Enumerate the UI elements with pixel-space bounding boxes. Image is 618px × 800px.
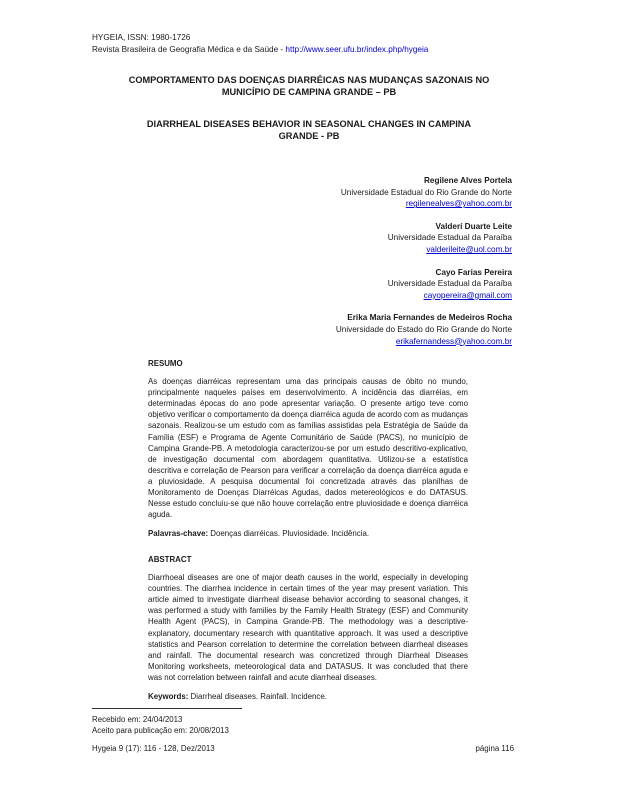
page-footer: [92, 744, 514, 753]
author-name: Valderí Duarte Leite: [435, 221, 512, 231]
footnote: [92, 714, 229, 736]
journal-url-link[interactable]: http://www.seer.ufu.br/index.php/hygeia: [285, 45, 429, 54]
author-name: Regilene Alves Portela: [424, 176, 512, 185]
title-pt-line-1: COMPORTAMENTO DAS DOENÇAS DIARRÉICAS NAS MUDANÇAS SAZONAIS NO: [128, 75, 490, 85]
footnote-divider: [92, 708, 242, 709]
journal-name: Revista Brasileira de Geografia Médica e da Saúde -: [92, 45, 286, 54]
resumo-section: [148, 358, 468, 539]
title-pt-line-2: MUNICÍPIO DE CAMPINA GRANDE – PB: [221, 87, 397, 97]
abstract-heading: ABSTRACT: [148, 555, 192, 564]
author-email-link[interactable]: valderileite@uol.com.br: [426, 244, 512, 254]
title-en-line-1: DIARRHEAL DISEASES BEHAVIOR IN SEASONAL CHANGES IN CAMPINA: [146, 119, 472, 129]
resumo-keywords-text: Doenças diarréicas. Pluviosidade. Incidência.: [208, 529, 370, 539]
abstract-text: Diarrhoeal diseases are one of major death causes in the world, especially in developing countries. The diarrhea incidence in certain times of the year may present variation. This article aimed to investigate diarrheal disease behavior according to seasonal changes, it was performed a study with families by the Family Health Strategy (ESF) and Community Health Agent (PACS), in Campina Grande-PB. The methodology was a descriptive-explanatory, documentary research with quantitative approach. It was used a descriptive statistics and Pearson correlation to determine the correlation between diarrheal diseases and rainfall. The documental research was concretized through Diarrheal Diseases Monitoring worksheets, meteorological data and DATASUS. It was concluded that there was not correlation between rainfall and acute diarrheal diseases.: [148, 573, 468, 682]
author-affiliation: Universidade Estadual do Rio Grande do Norte: [340, 187, 512, 197]
journal-name-line: [92, 44, 428, 56]
received-date: Recebido em: 24/04/2013: [92, 715, 183, 724]
author-list: [336, 175, 512, 358]
resumo-keywords: [148, 528, 468, 539]
journal-issn: HYGEIA, ISSN: 1980-1726: [92, 33, 191, 42]
author-email-link[interactable]: cayopereira@gmail.com: [423, 290, 512, 300]
title-en-line-2: GRANDE - PB: [278, 131, 340, 141]
abstract-keywords-text: Diarrheal diseases. Rainfall. Incidence.: [188, 692, 327, 702]
author-block: [336, 312, 512, 347]
page-number: página 116: [475, 744, 514, 753]
author-name: Erika Maria Fernandes de Medeiros Rocha: [347, 313, 512, 323]
accepted-date: Aceito para publicação em: 20/08/2013: [92, 726, 229, 735]
title-portuguese: [100, 74, 518, 98]
resumo-heading: RESUMO: [148, 359, 183, 368]
author-email-link[interactable]: regilenealves@yahoo.com.br: [405, 199, 512, 209]
title-english: [100, 118, 518, 142]
abstract-keywords-label: Keywords:: [148, 692, 189, 702]
author-block: [336, 175, 512, 210]
footer-citation: Hygeia 9 (17): 116 - 128, Dez/2013: [92, 744, 215, 753]
author-block: [336, 267, 512, 302]
journal-header: [92, 32, 428, 56]
resumo-text: As doenças diarréicas representam uma das principais causas de óbito no mundo, principalmente naqueles países em desenvolvimento. A incidência das diarréias, em determinadas épocas do ano pode apresentar variação. O presente artigo teve como objetivo verificar o comportamento da doença diarréica aguda de acordo com as mudanças sazonais. Realizou-se um estudo com as famílias assistidas pela Estratégia de Saúde da Família (ESF) e Programa de Agente Comunitário de Saúde (PACS), no município de Campina Grande-PB. A metodologia caracterizou-se por um estudo descritivo-explicativo, de investigação documental com abordagem quantitativa. Utilizou-se a estatística descritiva e correlação de Pearson para verificar a correlação da doença diarréica aguda e a pluviosidade. A pesquisa documental foi concretizada através das planilhas de Monitoramento de Doenças Diarréicas Agudas, dados metereológicos e do DATASUS. Nesse estudo concluiu-se que não houve correlação entre pluviosidade e doença diarréica aguda.: [148, 377, 468, 520]
abstract-keywords: [148, 691, 468, 702]
author-email-link[interactable]: erikafernandess@yahoo.com.br: [395, 336, 512, 346]
resumo-keywords-label: Palavras-chave:: [148, 529, 209, 539]
author-affiliation: Universidade Estadual da Paraíba: [387, 279, 512, 289]
author-affiliation: Universidade Estadual da Paraíba: [387, 233, 512, 243]
author-name: Cayo Farias Pereira: [435, 267, 512, 277]
abstract-section: [148, 554, 468, 702]
author-block: [336, 221, 512, 256]
author-affiliation: Universidade do Estado do Rio Grande do Norte: [335, 324, 512, 334]
